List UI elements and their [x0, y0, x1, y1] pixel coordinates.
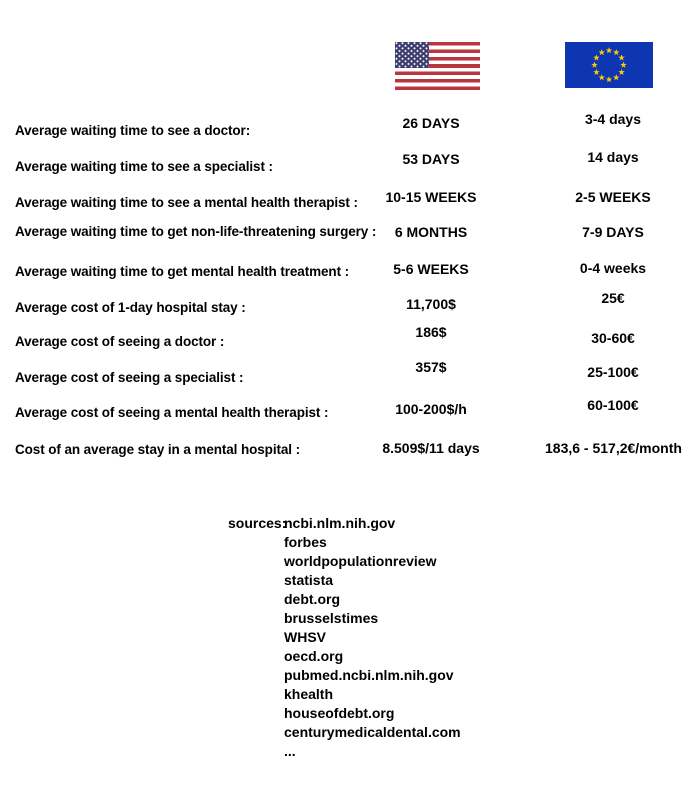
source-item: centurymedicaldental.com [284, 724, 461, 740]
sources-label: sources: [228, 515, 287, 531]
source-item: pubmed.ncbi.nlm.nih.gov [284, 667, 454, 683]
eu-value: 25€ [601, 290, 625, 306]
row-label: Average cost of seeing a mental health therapist : [15, 405, 329, 420]
row-label: Cost of an average stay in a mental hospital : [15, 442, 300, 457]
us-value: 8.509$/11 days [382, 440, 480, 456]
eu-value: 25-100€ [587, 364, 639, 380]
source-item: debt.org [284, 591, 340, 607]
eu-value: 183,6 - 517,2€/month [545, 440, 682, 456]
row-label: Average waiting time to see a doctor: [15, 123, 251, 138]
row-label: Average waiting time to see a specialist : [15, 159, 273, 174]
source-item: ncbi.nlm.nih.gov [284, 515, 396, 531]
us-value: 357$ [415, 359, 447, 375]
source-item: WHSV [284, 629, 326, 645]
row-label: Average waiting time to get mental health treatment : [15, 264, 350, 279]
source-item: oecd.org [284, 648, 344, 664]
row-label: Average waiting time to see a mental health therapist : [15, 195, 358, 210]
us-value: 10-15 WEEKS [385, 189, 477, 205]
row-label: Average waiting time to get non-life-threatening surgery : [15, 224, 377, 239]
source-item: ... [284, 743, 296, 759]
us-value: 53 DAYS [402, 151, 460, 167]
eu-flag-stars [565, 42, 653, 88]
sources-list [284, 514, 461, 761]
us-flag-icon [395, 42, 480, 90]
eu-value: 60-100€ [587, 397, 639, 413]
eu-value: 30-60€ [591, 330, 635, 346]
us-value: 26 DAYS [402, 115, 460, 131]
eu-value: 0-4 weeks [579, 260, 647, 276]
row-label: Average cost of 1-day hospital stay : [15, 300, 246, 315]
eu-value: 7-9 DAYS [582, 224, 644, 240]
row-label: Average cost of seeing a doctor : [15, 334, 225, 349]
eu-value: 3-4 days [584, 111, 642, 127]
source-item: khealth [284, 686, 334, 702]
us-flag-canton [395, 42, 429, 68]
us-value: 11,700$ [406, 296, 456, 312]
us-value: 5-6 WEEKS [393, 261, 469, 277]
us-value: 186$ [415, 324, 447, 340]
source-item: statista [284, 572, 334, 588]
row-label: Average cost of seeing a specialist : [15, 370, 244, 385]
us-value: 100-200$/h [395, 401, 467, 417]
eu-value: 2-5 WEEKS [575, 189, 651, 205]
us-value: 6 MONTHS [394, 224, 468, 240]
eu-value: 14 days [587, 149, 639, 165]
source-item: worldpopulationreview [284, 553, 437, 569]
source-item: brusselstimes [284, 610, 379, 626]
source-item: forbes [284, 534, 327, 550]
source-item: houseofdebt.org [284, 705, 395, 721]
eu-flag-icon [565, 42, 653, 88]
